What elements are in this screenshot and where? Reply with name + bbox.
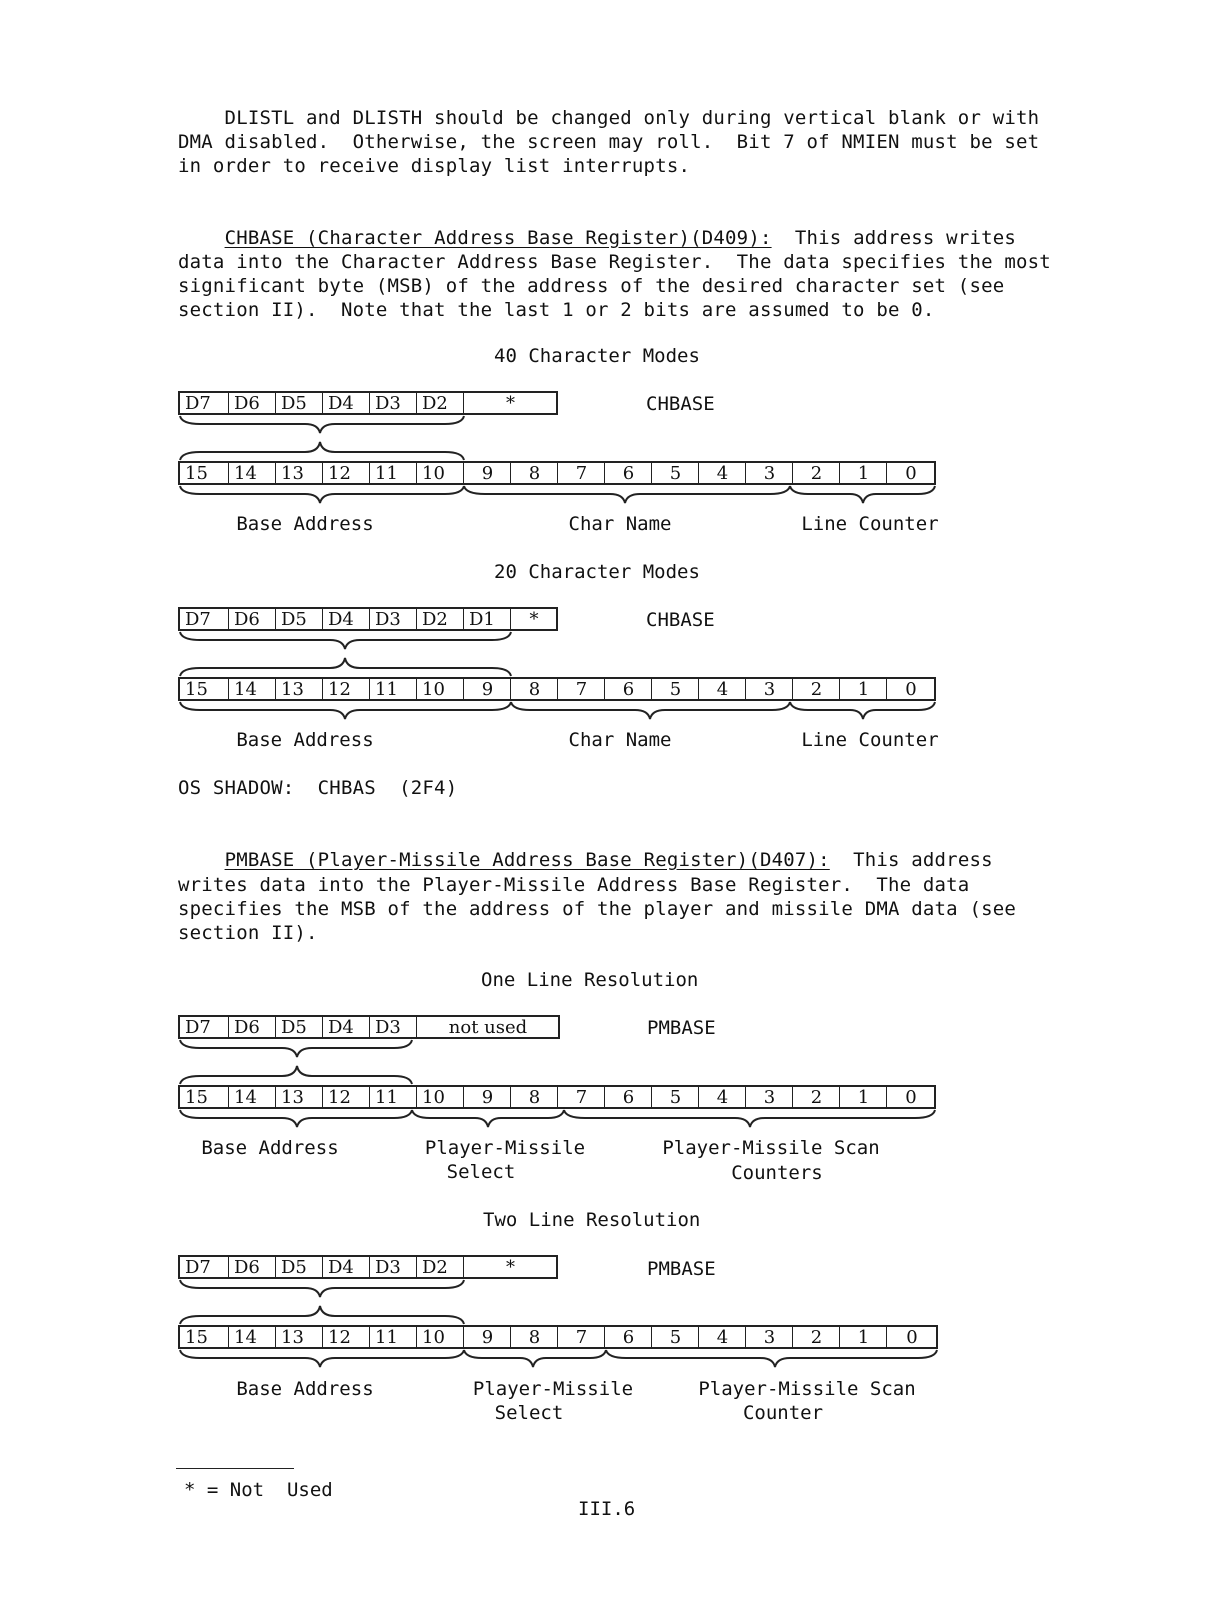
addr-cell: 15 xyxy=(185,679,208,700)
addr-cell: 10 xyxy=(416,1087,464,1107)
diagram-title-20-char: 20 Character Modes xyxy=(494,561,700,583)
label-base-address: Base Address xyxy=(201,1137,339,1159)
reg-cell-d2: D2 xyxy=(416,1257,464,1277)
addr-cell: 7 xyxy=(557,1327,605,1347)
os-shadow-line: OS SHADOW: CHBAS (2F4) xyxy=(178,777,458,799)
intro-line-3: in order to receive display list interrupts. xyxy=(178,155,691,177)
reg-cell-d7: D7 xyxy=(185,1257,211,1278)
addr-cell: 6 xyxy=(604,1327,652,1347)
addr-cell: 1 xyxy=(839,679,887,699)
reg-cell-d7: D7 xyxy=(185,1017,211,1038)
reg-cell-not-used: * xyxy=(463,1257,557,1277)
addr-cell: 2 xyxy=(792,463,840,483)
reg-cell-d7: D7 xyxy=(185,609,211,630)
reg-cell-d1: D1 xyxy=(463,609,511,629)
label-base-address: Base Address xyxy=(236,1378,374,1400)
addr-cell: 8 xyxy=(510,463,558,483)
addr-cell: 8 xyxy=(510,1327,558,1347)
addr-cell: 4 xyxy=(698,1087,746,1107)
addr-cell: 5 xyxy=(651,1087,699,1107)
chbase-heading-rest: This address writes xyxy=(771,227,1017,249)
pmbase-heading: PMBASE (Player-Missile Address Base Register)(D407): xyxy=(224,849,830,871)
addr-cell: 2 xyxy=(792,679,840,699)
addr-cell: 13 xyxy=(275,1087,323,1107)
chbase-line-2: significant byte (MSB) of the address of the desired character set (see xyxy=(178,275,1005,297)
reg-cell-not-used: * xyxy=(463,393,557,413)
footnote-rule xyxy=(176,1468,294,1469)
addr-cell: 5 xyxy=(651,679,699,699)
addr-cell: 5 xyxy=(651,463,699,483)
reg-cell-d3: D3 xyxy=(369,609,417,629)
addr-cell: 3 xyxy=(745,1087,793,1107)
addr-cell: 2 xyxy=(792,1327,840,1347)
reg-cell-d5: D5 xyxy=(275,609,323,629)
addr-cell: 1 xyxy=(839,1327,887,1347)
addr-cell: 4 xyxy=(698,1327,746,1347)
reg-cell-d7: D7 xyxy=(185,393,211,414)
reg-cell-d2: D2 xyxy=(416,393,464,413)
label-player-missile: Player-Missile xyxy=(472,1378,634,1400)
register-name-pmbase-two: PMBASE xyxy=(647,1258,716,1280)
label-player-missile: Player-Missile xyxy=(424,1137,586,1159)
reg-cell-d4: D4 xyxy=(322,393,370,413)
reg-cell-d4: D4 xyxy=(322,1017,370,1037)
label-char-name: Char Name xyxy=(568,729,672,751)
addr-cell: 12 xyxy=(322,463,370,483)
reg-cell-d3: D3 xyxy=(369,393,417,413)
addr-cell: 7 xyxy=(557,679,605,699)
addr-cell: 15 xyxy=(185,1087,208,1108)
addr-cell: 4 xyxy=(698,463,746,483)
addr-cell: 2 xyxy=(792,1087,840,1107)
addr-cell: 12 xyxy=(322,1087,370,1107)
register-name-chbase-40: CHBASE xyxy=(646,393,715,415)
addr-cell: 11 xyxy=(369,679,417,699)
reg-cell-d5: D5 xyxy=(275,1257,323,1277)
addr-cell: 10 xyxy=(416,1327,464,1347)
intro-line-2: DMA disabled. Otherwise, the screen may roll. Bit 7 of NMIEN must be set xyxy=(178,131,1040,153)
addr-cell: 4 xyxy=(698,679,746,699)
reg-cell-d2: D2 xyxy=(416,609,464,629)
reg-cell-d6: D6 xyxy=(228,1017,276,1037)
addr-cell: 14 xyxy=(228,1087,276,1107)
addr-cell: 14 xyxy=(228,1327,276,1347)
addr-cell: 3 xyxy=(745,463,793,483)
addr-cell: 0 xyxy=(886,679,935,699)
reg-cell-d5: D5 xyxy=(275,393,323,413)
addr-cell: 13 xyxy=(275,463,323,483)
addr-cell: 6 xyxy=(604,679,652,699)
label-pm-scan: Player-Missile Scan xyxy=(662,1137,880,1159)
pmbase-line-3: section II). xyxy=(178,922,318,944)
reg-cell-d6: D6 xyxy=(228,393,276,413)
reg-cell-not-used: * xyxy=(510,609,557,629)
reg-cell-d6: D6 xyxy=(228,609,276,629)
addr-cell: 13 xyxy=(275,679,323,699)
chbase-heading: CHBASE (Character Address Base Register)(D409): xyxy=(224,227,772,249)
pmbase-heading-rest: This address xyxy=(829,849,993,871)
label-counters: Counters xyxy=(731,1162,823,1184)
addr-cell: 1 xyxy=(839,463,887,483)
addr-cell: 7 xyxy=(557,463,605,483)
addr-cell: 9 xyxy=(463,1087,511,1107)
addr-cell: 11 xyxy=(369,1327,417,1347)
label-pm-scan: Player-Missile Scan xyxy=(698,1378,916,1400)
addr-cell: 15 xyxy=(185,463,208,484)
addr-cell: 10 xyxy=(416,463,464,483)
addr-cell: 9 xyxy=(463,679,511,699)
reg-cell-d3: D3 xyxy=(369,1257,417,1277)
addr-cell: 6 xyxy=(604,463,652,483)
addr-cell: 15 xyxy=(185,1327,208,1348)
intro-line-1: DLISTL and DLISTH should be changed only during vertical blank or with xyxy=(178,107,1040,129)
register-name-pmbase-one: PMBASE xyxy=(647,1017,716,1039)
addr-cell: 8 xyxy=(510,679,558,699)
pmbase-line-2: specifies the MSB of the address of the player and missile DMA data (see xyxy=(178,898,1017,920)
addr-cell: 13 xyxy=(275,1327,323,1347)
addr-cell: 6 xyxy=(604,1087,652,1107)
reg-cell-d4: D4 xyxy=(322,609,370,629)
reg-cell-d5: D5 xyxy=(275,1017,323,1037)
addr-cell: 9 xyxy=(463,1327,511,1347)
addr-cell: 11 xyxy=(369,1087,417,1107)
page-number: III.6 xyxy=(578,1498,636,1520)
label-line-counter: Line Counter xyxy=(801,513,939,535)
addr-cell: 11 xyxy=(369,463,417,483)
addr-cell: 0 xyxy=(886,1087,935,1107)
addr-cell: 12 xyxy=(322,679,370,699)
addr-cell: 14 xyxy=(228,463,276,483)
reg-cell-d3: D3 xyxy=(369,1017,417,1037)
addr-cell: 0 xyxy=(886,1327,937,1347)
diagram-title-one-line: One Line Resolution xyxy=(481,969,699,991)
addr-cell: 1 xyxy=(839,1087,887,1107)
label-base-address: Base Address xyxy=(236,513,374,535)
addr-cell: 7 xyxy=(557,1087,605,1107)
label-counter: Counter xyxy=(742,1402,824,1424)
addr-cell: 14 xyxy=(228,679,276,699)
addr-cell: 8 xyxy=(510,1087,558,1107)
reg-cell-d6: D6 xyxy=(228,1257,276,1277)
addr-cell: 5 xyxy=(651,1327,699,1347)
reg-cell-not-used: not used xyxy=(416,1017,559,1037)
chbase-line-1: data into the Character Address Base Register. The data specifies the most xyxy=(178,251,1051,273)
chbase-line-3: section II). Note that the last 1 or 2 bits are assumed to be 0. xyxy=(178,299,935,321)
addr-cell: 0 xyxy=(886,463,935,483)
label-base-address: Base Address xyxy=(236,729,374,751)
addr-cell: 3 xyxy=(745,1327,793,1347)
label-select: Select xyxy=(494,1402,564,1424)
pmbase-line-1: writes data into the Player-Missile Address Base Register. The data xyxy=(178,874,970,896)
addr-cell: 12 xyxy=(322,1327,370,1347)
label-select: Select xyxy=(446,1161,516,1183)
addr-cell: 3 xyxy=(745,679,793,699)
reg-cell-d4: D4 xyxy=(322,1257,370,1277)
label-line-counter: Line Counter xyxy=(801,729,939,751)
diagram-title-40-char: 40 Character Modes xyxy=(494,345,700,367)
diagram-title-two-line: Two Line Resolution xyxy=(483,1209,701,1231)
register-name-chbase-20: CHBASE xyxy=(646,609,715,631)
label-char-name: Char Name xyxy=(568,513,672,535)
addr-cell: 10 xyxy=(416,679,464,699)
footnote: * = Not Used xyxy=(184,1479,333,1501)
addr-cell: 9 xyxy=(463,463,511,483)
